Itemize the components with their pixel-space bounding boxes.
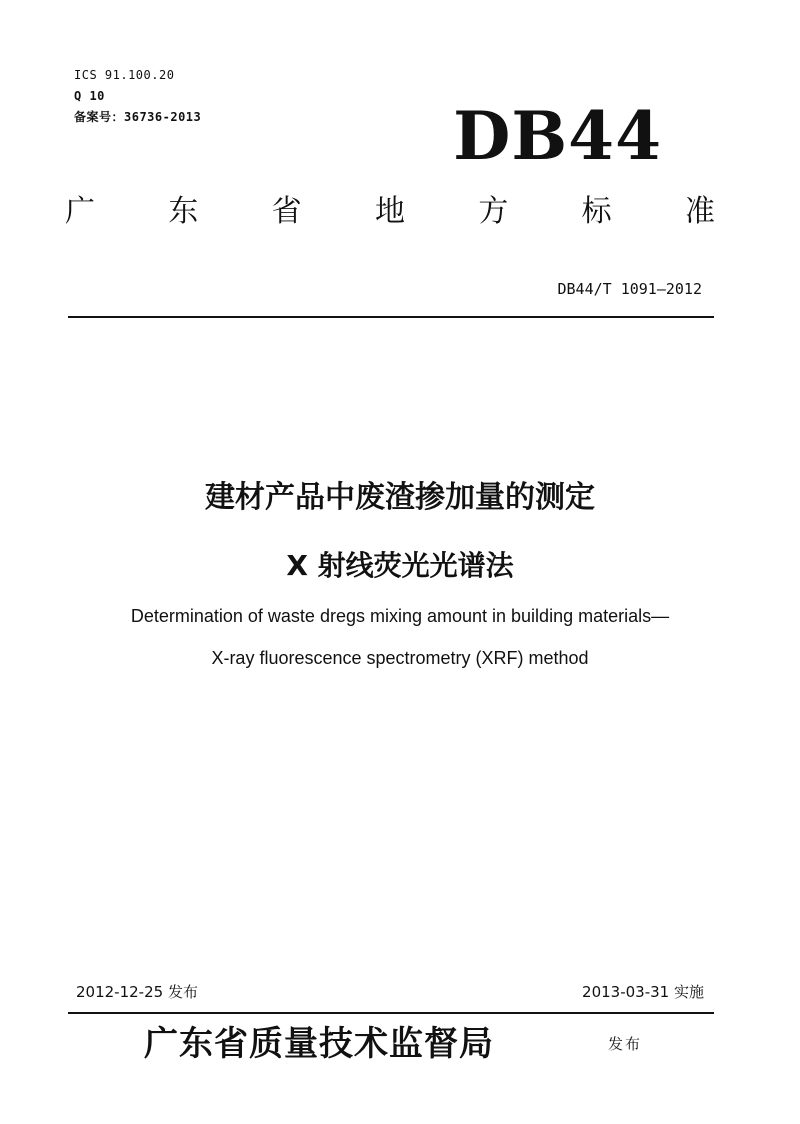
standard-number: DB44/T 1091—2012: [557, 280, 702, 298]
implementation-date: 2013-03-31 实施: [582, 983, 704, 1001]
record-number: 备案号：36736-2013: [74, 110, 202, 124]
title-chinese-line-1: 建材产品中废渣掺加量的测定: [205, 480, 595, 515]
standard-type-heading: [60, 192, 720, 232]
standard-type-char: 东: [168, 194, 199, 229]
standard-type-char: 方: [478, 194, 509, 229]
standard-type-char: 省: [271, 194, 302, 229]
standard-type-char: 准: [684, 194, 715, 229]
title-english-line-2: X-ray fluorescence spectrometry (XRF) method: [211, 648, 589, 668]
db44-logo: DB44: [453, 97, 662, 175]
title-chinese-line-2: X 射线荧光光谱法: [286, 549, 514, 582]
standard-type-char: 广: [65, 194, 95, 229]
standard-type-char: 标: [581, 194, 612, 229]
ics-code: ICS 91.100.20: [74, 68, 175, 82]
standard-type-char: 地: [374, 194, 405, 229]
publish-label: 发布: [608, 1035, 643, 1053]
top-divider: [68, 316, 714, 318]
bottom-divider: [68, 1012, 714, 1014]
publisher-name: 广东省质量技术监督局: [144, 1024, 494, 1064]
title-english-line-1: Determination of waste dregs mixing amount in building materials—: [130, 606, 670, 626]
issue-date: 2012-12-25 发布: [76, 983, 198, 1001]
classification-code: Q 10: [74, 89, 105, 103]
